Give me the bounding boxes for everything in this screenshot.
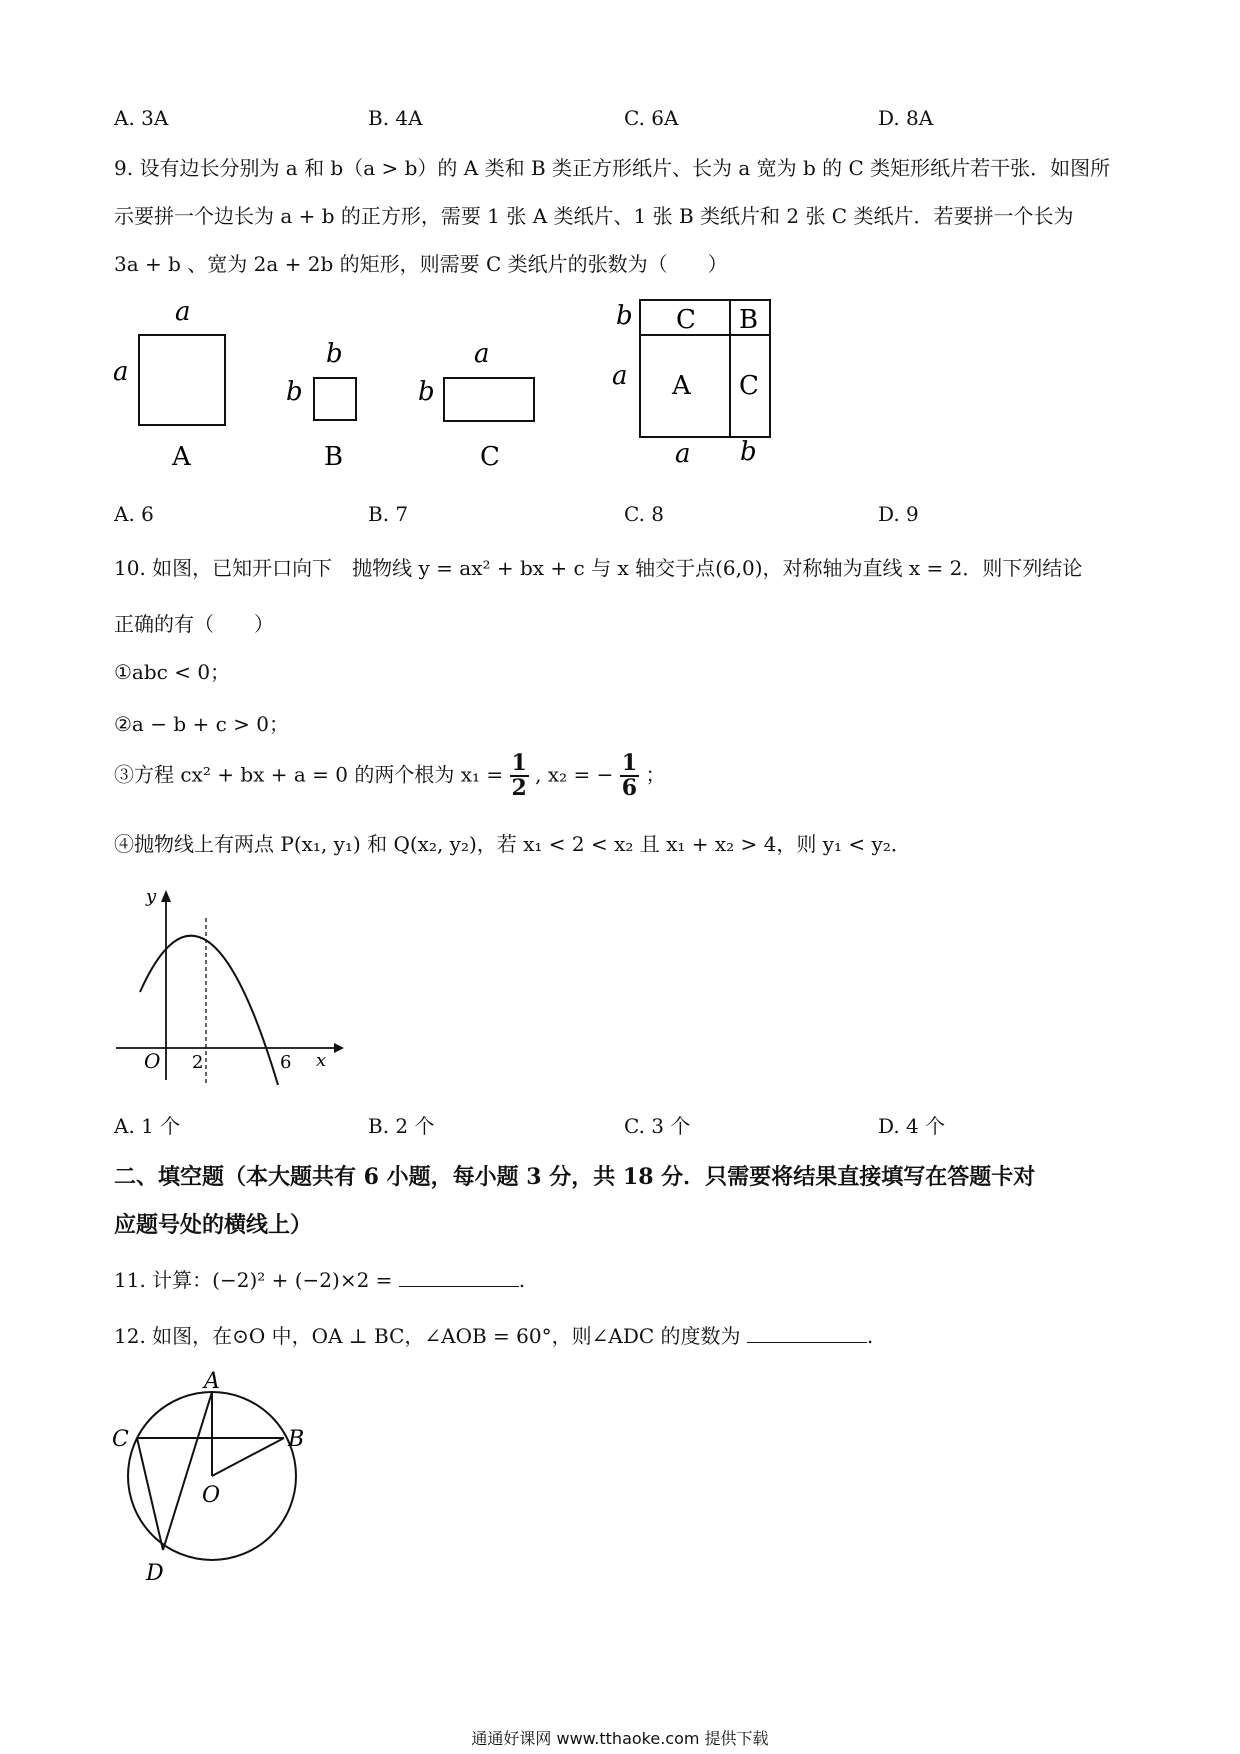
graph-tick-6: 6 <box>280 1052 292 1073</box>
q9-option-d: D. 9 <box>878 502 919 526</box>
point-o-label: O <box>202 1483 221 1508</box>
composite-cell-a: A <box>672 371 691 401</box>
q9-line-1: 9. 设有边长分别为 a 和 b（a > b）的 A 类和 B 类正方形纸片、长为 a 宽为 b 的 C 类矩形纸片若干张．如图所 <box>114 156 1111 180</box>
segment-ob <box>212 1438 284 1476</box>
q10-option-c: C. 3 个 <box>624 1114 691 1138</box>
q9-option-b: B. 7 <box>368 502 409 526</box>
q12-answer-blank <box>747 1324 867 1343</box>
composite-left-b-label: b <box>616 301 633 331</box>
q10-parabola-graph <box>110 880 350 1095</box>
q10-line-1: 10. 如图，已知开口向下 抛物线 y = ax² + bx + c 与 x 轴交于点(6,0)，对称轴为直线 x = 2．则下列结论 <box>114 556 1083 580</box>
q12-text: 12. 如图，在⊙O 中，OA ⊥ BC，∠AOB = 60°，则∠ADC 的度数为 <box>114 1324 741 1348</box>
q10-s3-prefix: ③方程 cx² + bx + a = 0 的两个根为 x₁ = <box>114 762 504 787</box>
q10-option-a: A. 1 个 <box>114 1114 181 1138</box>
composite-cell-c-right: C <box>739 371 759 401</box>
fig-c-label: C <box>480 442 500 472</box>
q9-option-a: A. 6 <box>114 502 154 526</box>
fig-b-top-label: b <box>326 339 343 369</box>
fig-a-top-label: a <box>175 297 191 327</box>
q10-s3-frac1-den: 2 <box>511 775 527 802</box>
point-d-label: D <box>146 1561 164 1586</box>
fig-c-top-label: a <box>474 339 490 369</box>
page-footer: 通通好课网 www.tthaoke.com 提供下载 <box>471 1729 769 1748</box>
q8-option-a: A. 3A <box>114 106 169 130</box>
q11-text: 11. 计算：(−2)² + (−2)×2 = <box>114 1268 393 1292</box>
q9-option-c: C. 8 <box>624 502 665 526</box>
point-a-label: A <box>204 1369 220 1394</box>
q10-option-b: B. 2 个 <box>368 1114 435 1138</box>
q8-option-c: C. 6A <box>624 106 679 130</box>
q12 <box>114 1324 873 1348</box>
fig-b-side-label: b <box>286 377 303 407</box>
segment-ad <box>163 1392 212 1550</box>
q12-circle-figure <box>108 1360 328 1590</box>
q10-s3-frac1-num: 1 <box>511 750 527 776</box>
fig-c-rect <box>444 378 534 421</box>
section-2-heading-line-2: 应题号处的横线上） <box>114 1212 313 1238</box>
q10-option-d: D. 4 个 <box>878 1114 946 1138</box>
graph-x-label: x <box>316 1050 327 1071</box>
section-2-heading-line-1: 二、填空题（本大题共有 6 小题，每小题 3 分，共 18 分．只需要将结果直接填写在答题卡对 <box>114 1164 1036 1190</box>
q12-end: . <box>866 1324 874 1348</box>
fig-b-square <box>314 378 356 420</box>
q9-figure <box>100 290 800 485</box>
parabola-curve <box>140 936 278 1085</box>
q11-answer-blank <box>399 1268 519 1287</box>
q10-s3-fraction-1 <box>510 752 529 800</box>
q10-s3-frac2-den: 6 <box>621 775 638 802</box>
fig-c-side-label: b <box>418 377 435 407</box>
fig-a-label: A <box>172 442 191 472</box>
q10-s3-middle: , x₂ = − <box>535 762 614 787</box>
q10-statement-3 <box>114 752 665 800</box>
fig-b-label: B <box>324 442 344 472</box>
point-c-label: C <box>112 1427 129 1452</box>
q10-statement-2: ②a − b + c > 0； <box>114 712 289 736</box>
fig-a-square <box>139 335 225 425</box>
composite-cell-c-top: C <box>676 305 696 335</box>
q10-s3-end: ； <box>645 762 666 787</box>
graph-tick-2: 2 <box>192 1052 204 1073</box>
q10-line-2: 正确的有（ ） <box>114 612 274 636</box>
q11-end: . <box>518 1268 526 1292</box>
y-axis-arrow <box>161 890 171 902</box>
q11 <box>114 1268 525 1292</box>
composite-cell-b: B <box>739 305 759 335</box>
q10-statement-1: ①abc < 0； <box>114 660 231 684</box>
q8-option-d: D. 8A <box>878 106 934 130</box>
q9-line-3: 3a + b 、宽为 2a + 2b 的矩形，则需要 C 类纸片的张数为（ ） <box>114 252 728 276</box>
composite-bottom-a-label: a <box>675 439 691 469</box>
point-b-label: B <box>288 1427 305 1452</box>
q9-line-2: 示要拼一个边长为 a + b 的正方形，需要 1 张 A 类纸片、1 张 B 类纸片和 2 张 C 类纸片．若要拼一个长为 <box>114 204 1074 228</box>
graph-origin-label: O <box>144 1049 161 1073</box>
q10-s3-frac2-num: 1 <box>621 750 638 776</box>
q8-option-b: B. 4A <box>368 106 423 130</box>
fig-a-side-label: a <box>113 357 129 387</box>
composite-left-a-label: a <box>612 361 628 391</box>
graph-y-label: y <box>146 886 157 907</box>
x-axis-arrow <box>334 1043 344 1053</box>
q10-statement-4: ④抛物线上有两点 P(x₁, y₁) 和 Q(x₂, y₂)，若 x₁ < 2 < x₂ 且 x₁ + x₂ > 4，则 y₁ < y₂． <box>114 832 911 856</box>
q10-s3-fraction-2 <box>620 752 639 800</box>
composite-bottom-b-label: b <box>740 437 757 467</box>
